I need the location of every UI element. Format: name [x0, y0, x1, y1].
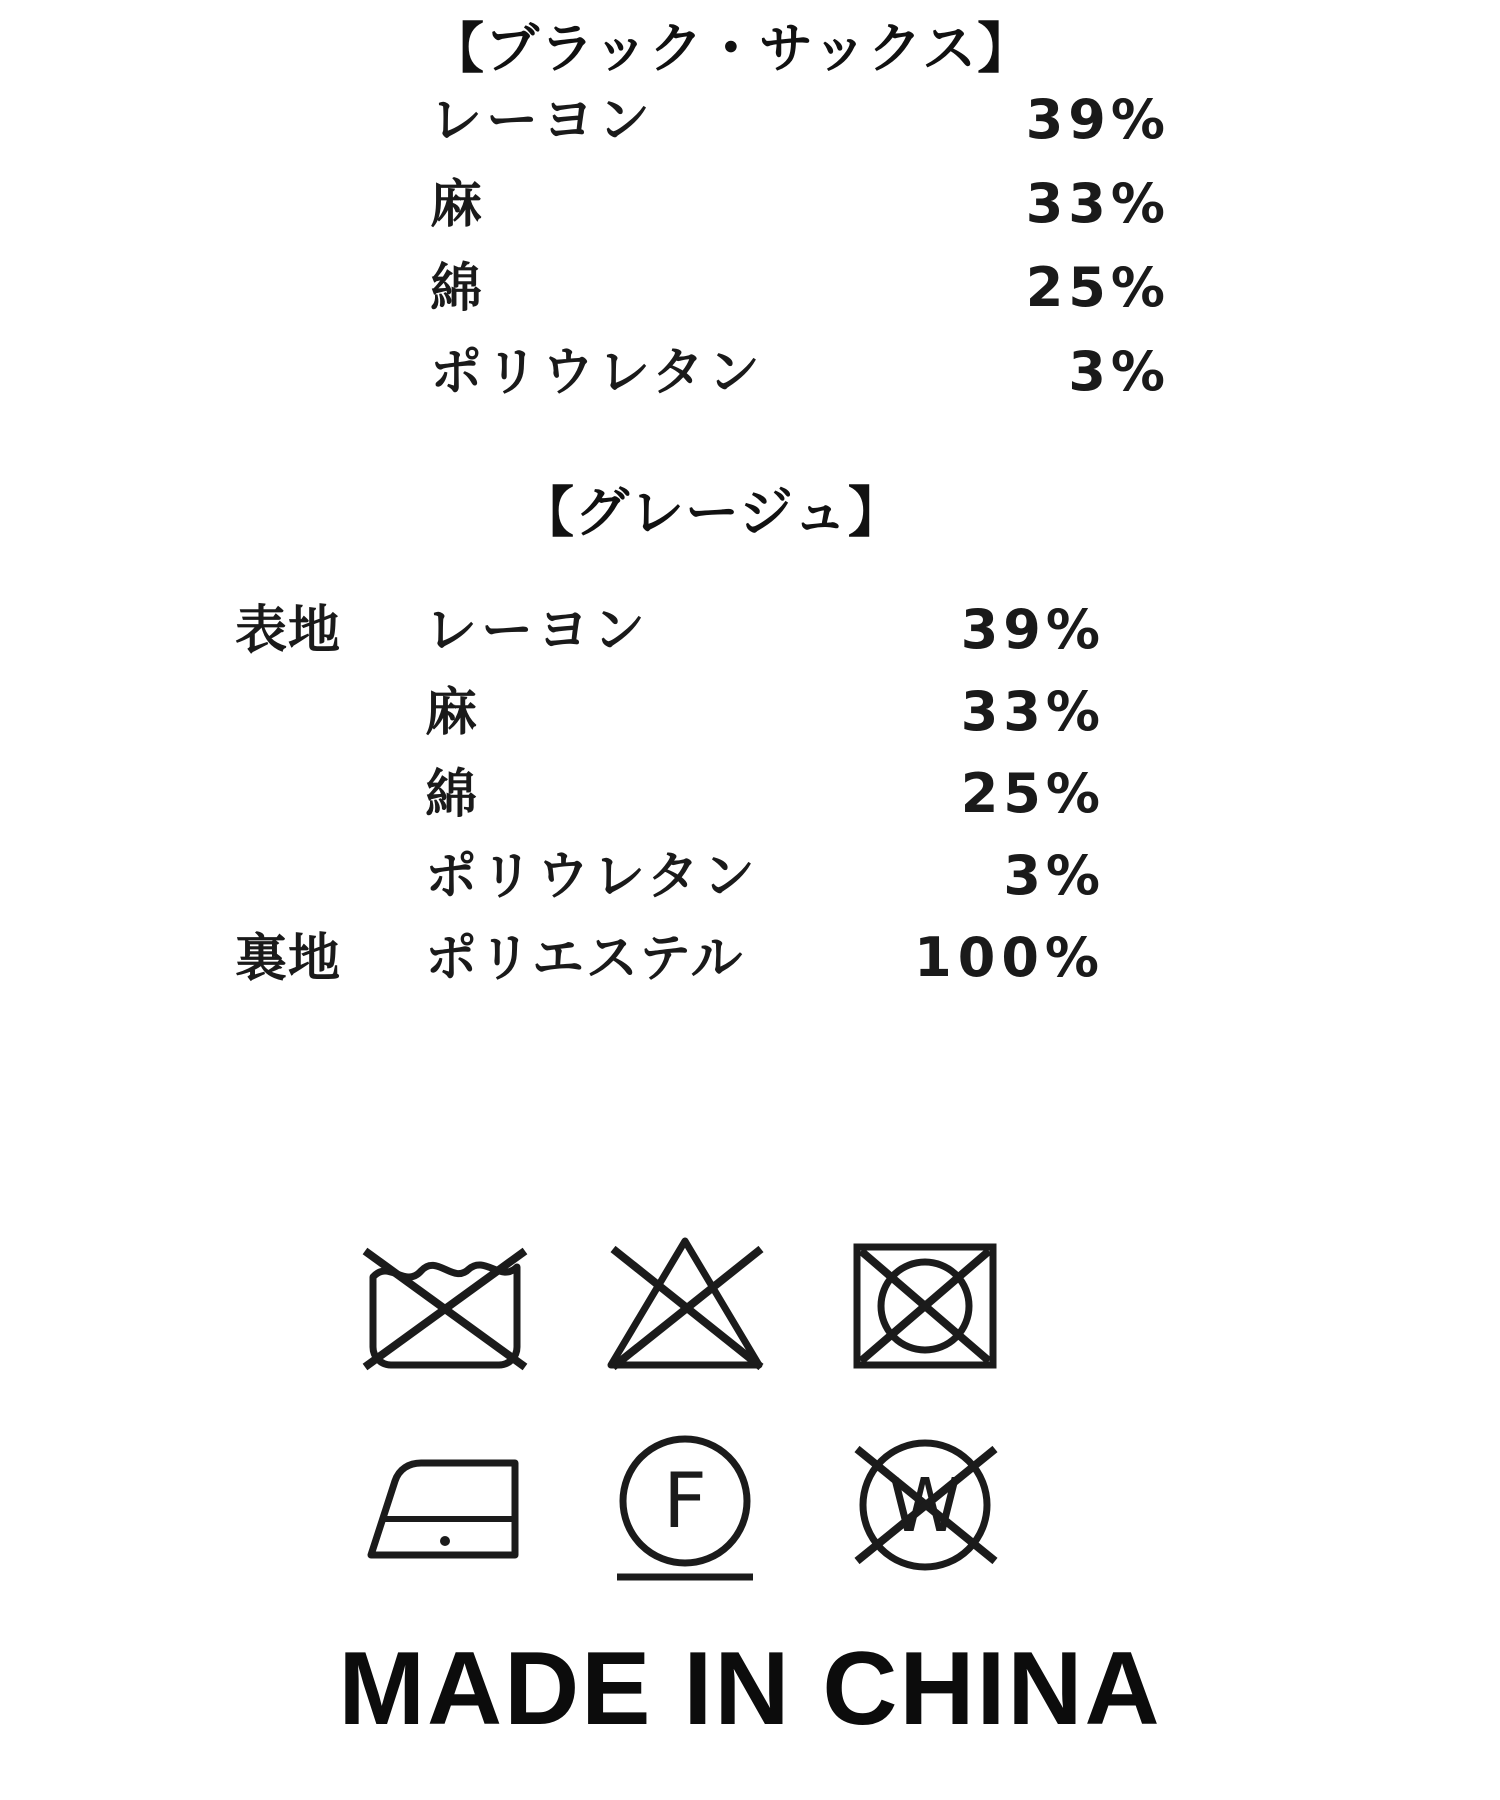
- dry-clean-petroleum-f-icon: [595, 1415, 775, 1595]
- fiber-percent: 25%: [1025, 256, 1170, 319]
- fiber-percent: 39%: [960, 598, 1105, 661]
- fiber-name: 麻: [430, 175, 487, 235]
- care-symbol-grid: [355, 1215, 1055, 1615]
- table-row: [235, 834, 1105, 916]
- fiber-name: 綿: [430, 259, 487, 319]
- made-in-text: MADE IN CHINA: [338, 1631, 1162, 1747]
- care-symbol-row: [355, 1215, 1055, 1395]
- table-row: [235, 752, 1105, 834]
- composition-table-black-sax: [430, 78, 1170, 414]
- fiber-name: 綿: [425, 765, 482, 825]
- fiber-name: 麻: [425, 683, 482, 743]
- do-not-wash-icon: [355, 1215, 535, 1395]
- section-heading-greige: 【グレージュ】: [520, 481, 903, 544]
- fabric-part-label: 裏地: [235, 929, 342, 989]
- fiber-percent: 3%: [1003, 844, 1105, 907]
- do-not-bleach-icon: [595, 1215, 775, 1395]
- fiber-name: ポリエステル: [425, 929, 745, 989]
- fabric-part-label: 表地: [235, 601, 342, 661]
- fiber-name: レーヨン: [430, 91, 655, 151]
- section-heading-black-sax: 【ブラック・サックス】: [430, 17, 1033, 80]
- fiber-name: レーヨン: [425, 601, 650, 661]
- table-row: [430, 330, 1170, 414]
- table-row: [235, 670, 1105, 752]
- do-not-tumble-dry-icon: [835, 1215, 1015, 1395]
- composition-table-greige: [235, 588, 1105, 998]
- fiber-name: ポリウレタン: [430, 343, 764, 403]
- table-row: [430, 78, 1170, 162]
- fiber-name: ポリウレタン: [425, 847, 759, 907]
- table-row: [235, 588, 1105, 670]
- iron-low-temperature-icon: [355, 1415, 535, 1595]
- do-not-wet-clean-icon: [835, 1415, 1015, 1595]
- table-row: [430, 246, 1170, 330]
- fiber-percent: 39%: [1025, 88, 1170, 151]
- fiber-percent: 33%: [1025, 172, 1170, 235]
- fiber-percent: 25%: [960, 762, 1105, 825]
- svg-text:F: F: [663, 1456, 707, 1545]
- svg-text:W: W: [888, 1463, 962, 1549]
- fiber-percent: 3%: [1068, 340, 1170, 403]
- fiber-percent: 100%: [914, 926, 1105, 989]
- care-symbol-row: [355, 1415, 1055, 1595]
- fiber-percent: 33%: [960, 680, 1105, 743]
- table-row: [430, 162, 1170, 246]
- table-row: [235, 916, 1105, 998]
